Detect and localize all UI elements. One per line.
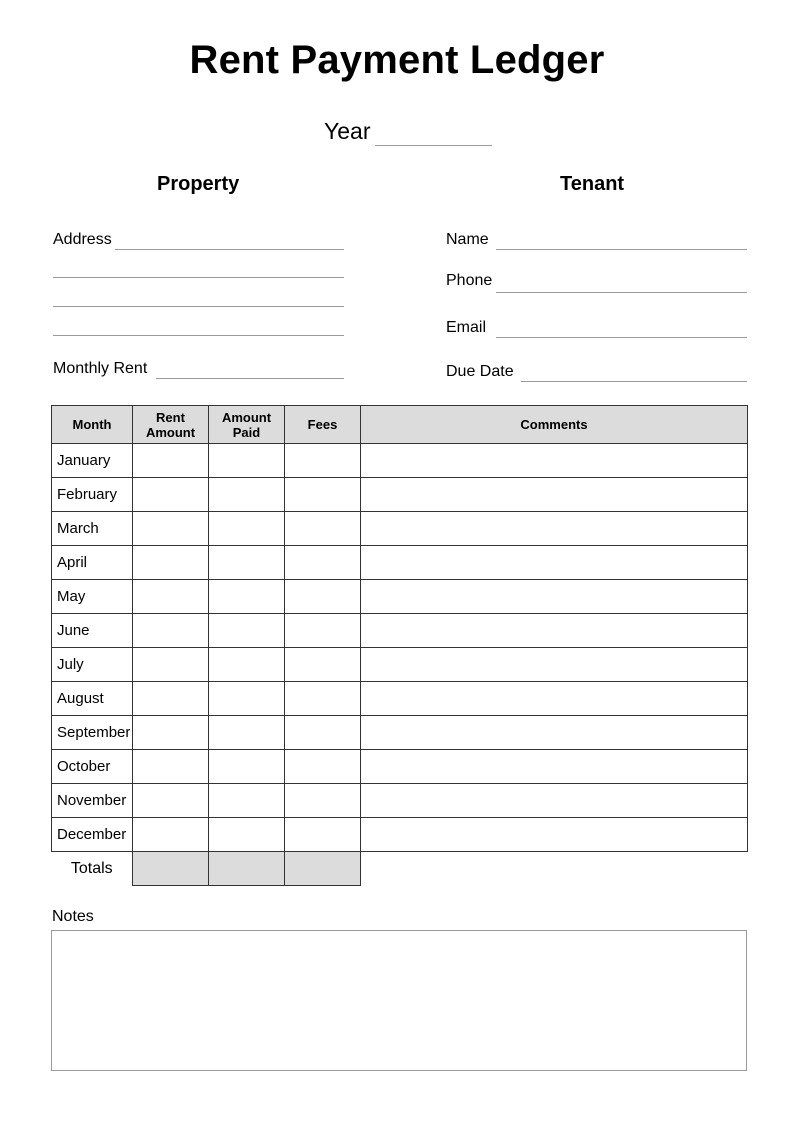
rent-amount-cell[interactable] [133,648,209,682]
amount-paid-cell[interactable] [209,444,285,478]
comments-cell[interactable] [361,546,748,580]
fees-cell[interactable] [285,478,361,512]
notes-label: Notes [52,908,94,925]
amount-paid-cell[interactable] [209,614,285,648]
amount-paid-cell[interactable] [209,716,285,750]
rent-amount-cell[interactable] [133,546,209,580]
table-row [52,444,748,478]
page-title: Rent Payment Ledger [189,38,605,82]
header-rent-amount-line2: Amount [145,424,196,440]
phone-field [446,272,747,298]
header-comments: Comments [361,406,748,444]
address-line-2[interactable] [53,277,344,278]
amount-paid-cell[interactable] [209,750,285,784]
month-cell: July [52,648,133,682]
month-cell: December [52,818,133,852]
month-cell: April [52,546,133,580]
fees-cell[interactable] [285,682,361,716]
amount-paid-cell[interactable] [209,580,285,614]
fees-cell[interactable] [285,818,361,852]
rent-amount-cell[interactable] [133,682,209,716]
notes-box[interactable] [51,930,747,1071]
table-row [52,546,748,580]
year-label: Year [324,118,371,144]
amount-paid-cell[interactable] [209,818,285,852]
comments-cell[interactable] [361,682,748,716]
rent-amount-cell[interactable] [133,614,209,648]
rent-amount-cell[interactable] [133,784,209,818]
header-amount-paid-line2: Paid [232,424,261,440]
totals-amount-paid-cell[interactable] [209,852,285,886]
monthly-rent-field [53,360,344,386]
table-row [52,682,748,716]
email-label: Email [446,319,487,336]
month-cell: May [52,580,133,614]
month-cell: October [52,750,133,784]
rent-amount-cell[interactable] [133,512,209,546]
address-input-line[interactable] [115,249,344,250]
table-header-row [52,406,748,444]
totals-spacer [361,852,748,886]
due-date-label: Due Date [446,363,514,380]
header-rent-amount-line1: Rent [156,409,185,425]
due-date-input-line[interactable] [521,381,747,382]
rent-amount-cell[interactable] [133,716,209,750]
rent-amount-cell[interactable] [133,818,209,852]
rent-amount-cell[interactable] [133,478,209,512]
ledger-table [51,405,748,886]
address-field [53,231,344,257]
table-row [52,614,748,648]
name-label: Name [446,231,489,248]
amount-paid-cell[interactable] [209,682,285,716]
fees-cell[interactable] [285,512,361,546]
header-amount-paid [209,406,285,444]
table-row [52,750,748,784]
month-cell: January [52,444,133,478]
fees-cell[interactable] [285,580,361,614]
comments-cell[interactable] [361,444,748,478]
fees-cell[interactable] [285,444,361,478]
fees-cell[interactable] [285,546,361,580]
month-cell: March [52,512,133,546]
comments-cell[interactable] [361,716,748,750]
monthly-rent-label: Monthly Rent [53,360,148,377]
address-line-3[interactable] [53,306,344,307]
fees-cell[interactable] [285,784,361,818]
comments-cell[interactable] [361,784,748,818]
address-line-4[interactable] [53,335,344,336]
table-row [52,818,748,852]
phone-label: Phone [446,272,493,289]
header-fees: Fees [285,406,361,444]
header-rent-amount [133,406,209,444]
comments-cell[interactable] [361,648,748,682]
email-field [446,319,747,345]
table-row [52,478,748,512]
fees-cell[interactable] [285,648,361,682]
property-heading: Property [157,173,240,195]
table-row [52,648,748,682]
comments-cell[interactable] [361,818,748,852]
fees-cell[interactable] [285,750,361,784]
comments-cell[interactable] [361,614,748,648]
table-row [52,716,748,750]
table-row [52,580,748,614]
amount-paid-cell[interactable] [209,784,285,818]
month-cell: September [52,716,133,750]
address-label: Address [53,231,112,248]
header-month: Month [52,406,133,444]
name-input-line[interactable] [496,249,747,250]
fees-cell[interactable] [285,716,361,750]
rent-amount-cell[interactable] [133,444,209,478]
totals-label: Totals [70,859,113,877]
amount-paid-cell[interactable] [209,648,285,682]
month-cell: February [52,478,133,512]
email-input-line[interactable] [496,337,747,338]
month-cell: November [52,784,133,818]
name-field [446,231,747,257]
comments-cell[interactable] [361,750,748,784]
totals-fees-cell[interactable] [285,852,361,886]
year-input-line[interactable] [375,145,492,146]
month-cell: June [52,614,133,648]
table-row [52,512,748,546]
header-amount-paid-line1: Amount [221,409,272,425]
totals-rent-amount-cell[interactable] [133,852,209,886]
rent-amount-cell[interactable] [133,580,209,614]
fees-cell[interactable] [285,614,361,648]
amount-paid-cell[interactable] [209,512,285,546]
comments-cell[interactable] [361,580,748,614]
rent-amount-cell[interactable] [133,750,209,784]
phone-input-line[interactable] [496,292,747,293]
amount-paid-cell[interactable] [209,478,285,512]
comments-cell[interactable] [361,512,748,546]
monthly-rent-input-line[interactable] [156,378,344,379]
month-cell: August [52,682,133,716]
table-row [52,784,748,818]
amount-paid-cell[interactable] [209,546,285,580]
tenant-heading: Tenant [560,173,625,195]
comments-cell[interactable] [361,478,748,512]
totals-row [52,852,748,886]
due-date-field [446,363,747,389]
